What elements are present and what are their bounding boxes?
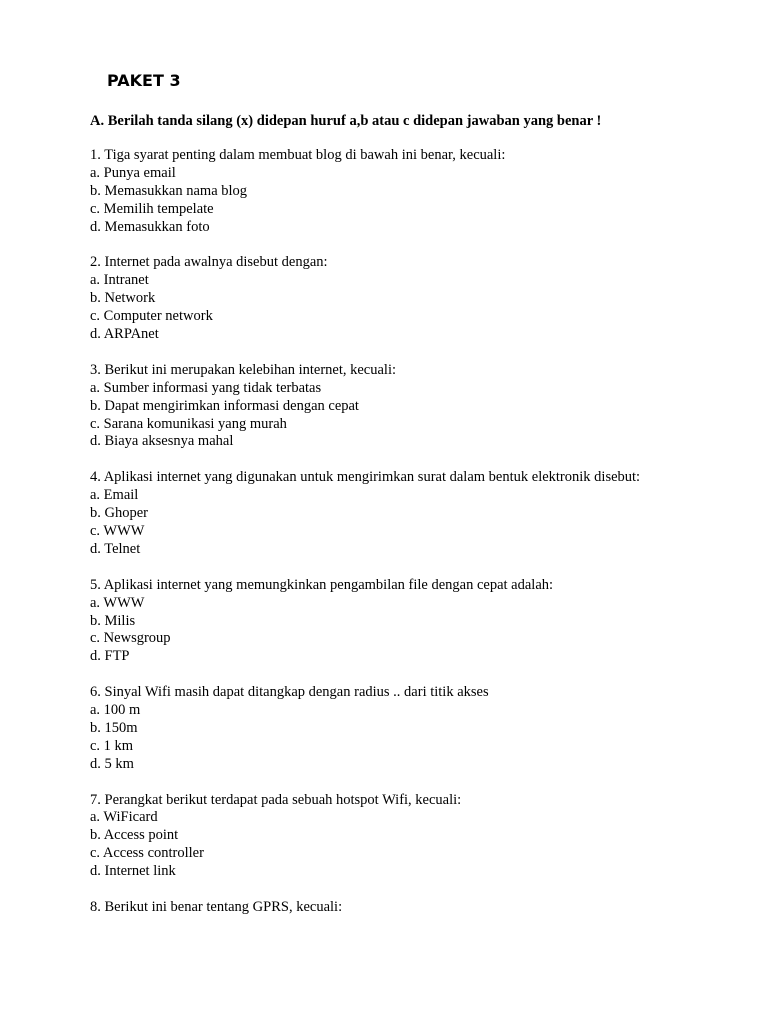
question-text: 8. Berikut ini benar tentang GPRS, kecuali: xyxy=(90,898,343,915)
answer-option: b. 150m xyxy=(90,719,138,736)
question-text: 4. Aplikasi internet yang digunakan untuk mengirimkan surat dalam bentuk elektronik disebut: xyxy=(90,469,641,486)
answer-option: c. WWW xyxy=(90,522,145,539)
answer-option: a. Sumber informasi yang tidak terbatas xyxy=(90,379,322,396)
document-title: PAKET 3 xyxy=(107,71,181,90)
answer-option: b. Access point xyxy=(90,827,179,844)
answer-option: d. Internet link xyxy=(90,863,176,880)
answer-option: c. Newsgroup xyxy=(90,630,171,647)
section-instruction: A. Berilah tanda silang (x) didepan huruf a,b atau c didepan jawaban yang benar ! xyxy=(90,113,602,129)
answer-option: c. Access controller xyxy=(90,845,204,862)
answer-option: b. Network xyxy=(90,290,156,307)
answer-option: c. 1 km xyxy=(90,737,134,754)
answer-option: b. Milis xyxy=(90,612,136,629)
answer-option: d. FTP xyxy=(90,648,130,665)
answer-option: a. 100 m xyxy=(90,702,141,719)
question-item xyxy=(90,147,730,237)
answer-option: d. Memasukkan foto xyxy=(90,218,210,235)
question-text: 7. Perangkat berikut terdapat pada sebuah hotspot Wifi, kecuali: xyxy=(90,791,462,808)
answer-option: c. Computer network xyxy=(90,308,213,325)
answer-option: d. Biaya aksesnya mahal xyxy=(90,433,234,450)
answer-option: d. Telnet xyxy=(90,540,141,557)
question-list xyxy=(90,147,730,935)
answer-option: a. Punya email xyxy=(90,164,176,181)
answer-option: a. Email xyxy=(90,487,139,504)
question-item xyxy=(90,792,730,882)
answer-option: b. Dapat mengirimkan informasi dengan cepat xyxy=(90,397,359,414)
answer-option: a. Intranet xyxy=(90,272,149,289)
question-item xyxy=(90,684,730,774)
question-item xyxy=(90,899,730,917)
question-item xyxy=(90,577,730,667)
question-item xyxy=(90,469,730,559)
question-text: 2. Internet pada awalnya disebut dengan: xyxy=(90,254,328,271)
answer-option: c. Sarana komunikasi yang murah xyxy=(90,415,287,432)
question-text: 3. Berikut ini merupakan kelebihan internet, kecuali: xyxy=(90,361,397,378)
answer-option: b. Ghoper xyxy=(90,505,148,522)
answer-option: d. 5 km xyxy=(90,755,134,772)
question-text: 1. Tiga syarat penting dalam membuat blog di bawah ini benar, kecuali: xyxy=(90,147,506,163)
question-text: 6. Sinyal Wifi masih dapat ditangkap dengan radius .. dari titik akses xyxy=(90,684,489,701)
answer-option: c. Memilih tempelate xyxy=(90,200,214,217)
answer-option: a. WiFicard xyxy=(90,809,158,826)
answer-option: d. ARPAnet xyxy=(90,326,159,343)
question-item xyxy=(90,362,730,452)
question-item xyxy=(90,254,730,344)
question-text: 5. Aplikasi internet yang memungkinkan pengambilan file dengan cepat adalah: xyxy=(90,576,554,593)
answer-option: b. Memasukkan nama blog xyxy=(90,182,248,199)
answer-option: a. WWW xyxy=(90,594,145,611)
